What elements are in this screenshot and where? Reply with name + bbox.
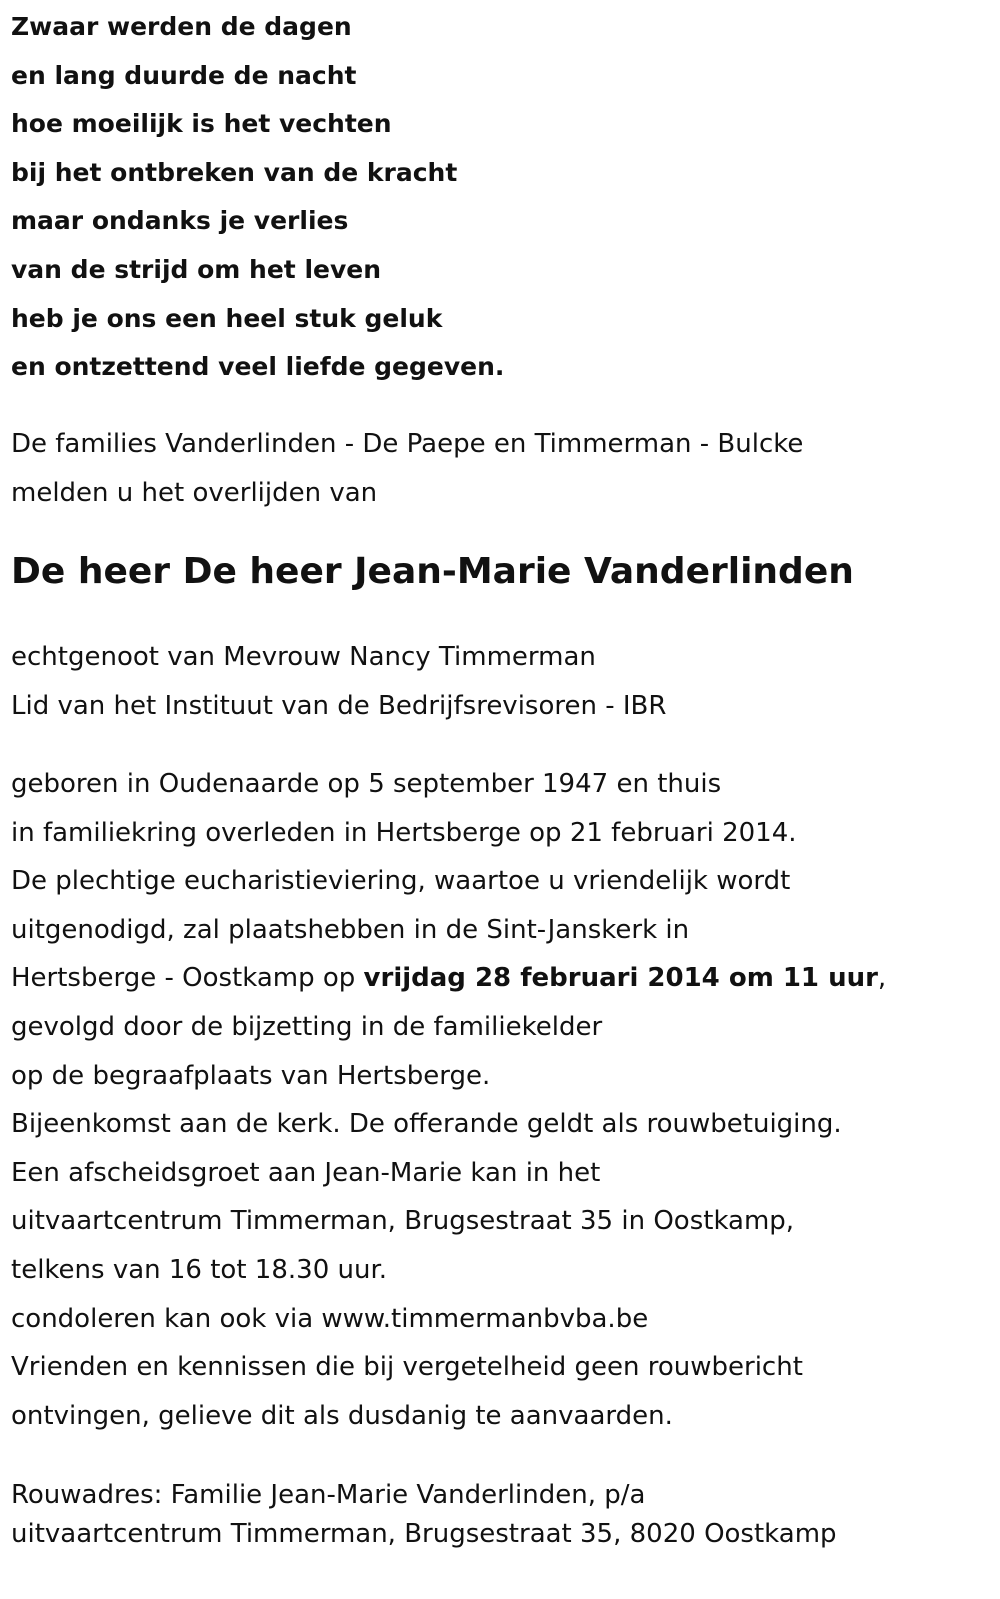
body-line: ontvingen, gelieve dit als dusdanig te aanvaarden. [11,1400,673,1431]
body-line: Bijeenkomst aan de kerk. De offerande geldt als rouwbetuiging. [11,1109,842,1140]
body-line: op de begraafplaats van Hertsberge. [11,1060,491,1091]
announcement-intro [11,420,803,517]
mourning-address [11,1476,837,1554]
intro-line: melden u het overlijden van [11,477,378,508]
service-location: Hertsberge - Oostkamp op [11,963,364,994]
address-line: Rouwadres: Familie Jean-Marie Vanderlinden, p/a [11,1480,646,1510]
body-line: uitvaartcentrum Timmerman, Brugsestraat 35 in Oostkamp, [11,1206,795,1237]
poem-line: van de strijd om het leven [11,254,382,284]
relation-line: echtgenoot van Mevrouw Nancy Timmerman [11,642,596,672]
body-line: Vrienden en kennissen die bij vergetelheid geen rouwbericht [11,1352,803,1383]
service-line-punct: , [877,963,887,994]
poem-line: heb je ons een heel stuk geluk [11,303,443,333]
relation-info [11,633,666,730]
body-line: in familiekring overleden in Hertsberge op 21 februari 2014. [11,817,797,848]
poem-line: en ontzettend veel liefde gegeven. [11,352,505,382]
condolence-line: condoleren kan ook via www.timmermanbvba.be [11,1303,649,1334]
service-date-line [11,954,886,1003]
body-line: telkens van 16 tot 18.30 uur. [11,1254,388,1285]
poem-line: hoe moeilijk is het vechten [11,109,392,139]
poem-line: en lang duurde de nacht [11,60,357,90]
address-line: uitvaartcentrum Timmerman, Brugsestraat 35, 8020 Oostkamp [11,1519,837,1549]
service-datetime: vrijdag 28 februari 2014 om 11 uur [363,963,878,994]
relation-line: Lid van het Instituut van de Bedrijfsrevisoren - IBR [11,690,667,721]
intro-line: De families Vanderlinden - De Paepe en Timmerman - Bulcke [11,429,804,459]
poem [11,3,504,392]
notice-body [11,760,886,1440]
body-line: De plechtige eucharistieviering, waartoe u vriendelijk wordt [11,866,791,897]
body-line: uitgenodigd, zal plaatshebben in de Sint-Janskerk in [11,914,690,945]
poem-line: maar ondanks je verlies [11,206,349,236]
body-line: Een afscheidsgroet aan Jean-Marie kan in het [11,1157,601,1188]
body-line: gevolgd door de bijzetting in de familiekelder [11,1011,603,1042]
deceased-name: De heer De heer Jean-Marie Vanderlinden [11,551,854,592]
body-line: geboren in Oudenaarde op 5 september 1947 en thuis [11,769,722,799]
poem-line: Zwaar werden de dagen [11,12,352,41]
poem-line: bij het ontbreken van de kracht [11,157,458,187]
